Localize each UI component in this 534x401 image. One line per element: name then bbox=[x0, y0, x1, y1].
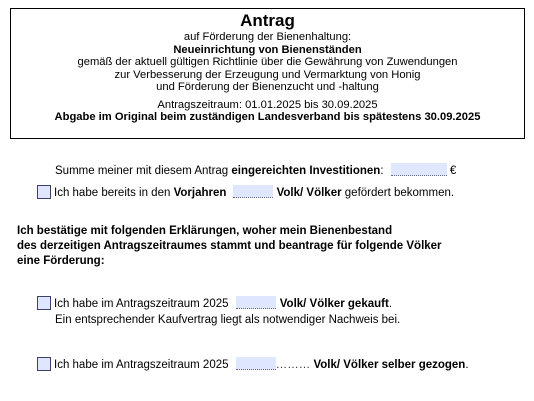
prior-years-row bbox=[37, 185, 454, 200]
prior-years-bold: Vorjahren bbox=[173, 187, 227, 199]
header-program: Neueinrichtung von Bienenständen bbox=[173, 43, 362, 56]
header-guideline-3: und Förderung der Bienenzucht und -haltung bbox=[156, 81, 379, 93]
prior-years-count-field[interactable] bbox=[233, 185, 273, 198]
header-guideline-2: zur Verbesserung der Erzeugung und Vermarktung von Honig bbox=[114, 68, 421, 81]
application-period: Antragszeitraum: 01.01.2025 bis 30.09.2025 bbox=[157, 98, 378, 111]
prior-years-checkbox[interactable] bbox=[37, 185, 51, 199]
prior-years-text: Ich habe bereits in den bbox=[54, 187, 174, 199]
bought-count-field[interactable] bbox=[236, 296, 276, 309]
declaration-paragraph bbox=[17, 224, 517, 269]
bred-checkbox[interactable] bbox=[37, 357, 51, 371]
bought-unit: Volk/ Völker gekauft bbox=[279, 298, 389, 310]
investment-label: Summe meiner mit diesem Antrag bbox=[55, 165, 232, 177]
bought-option-row bbox=[37, 296, 392, 311]
bred-dots: ……… bbox=[275, 359, 311, 371]
euro-currency: € bbox=[449, 165, 457, 177]
header-guideline-1: gemäß der aktuell gültigen Richtlinie über die Gewährung von Zuwendungen bbox=[77, 56, 458, 68]
bred-unit: Volk/ Völker selber gezogen bbox=[313, 359, 466, 371]
bred-count-field[interactable] bbox=[236, 357, 276, 370]
submission-deadline: Abgabe im Original beim zuständigen Landesverband bis spätestens 30.09.2025 bbox=[54, 111, 481, 123]
investment-label-colon: : bbox=[380, 165, 384, 177]
bought-suffix: . bbox=[388, 298, 393, 310]
declaration-line-3: eine Förderung: bbox=[17, 255, 105, 267]
investment-label-bold: eingereichten Investitionen bbox=[231, 165, 381, 177]
bought-checkbox[interactable] bbox=[37, 296, 51, 310]
investment-row bbox=[55, 163, 456, 178]
bought-note: Ein entsprechender Kaufvertrag liegt als notwendiger Nachweis bei. bbox=[55, 314, 401, 326]
investment-amount-field[interactable] bbox=[391, 163, 447, 176]
bought-text: Ich habe im Antragszeitraum 2025 bbox=[54, 298, 229, 310]
prior-years-suffix: gefördert bekommen. bbox=[341, 187, 455, 199]
header-subtitle: auf Förderung der Bienenhaltung: bbox=[183, 31, 352, 43]
prior-years-unit: Volk/ Völker bbox=[276, 187, 342, 199]
bred-option-row bbox=[37, 357, 469, 372]
application-header bbox=[10, 8, 525, 139]
bred-text: Ich habe im Antragszeitraum 2025 bbox=[54, 359, 229, 371]
declaration-line-1: Ich bestätige mit folgenden Erklärungen, woher mein Bienenbestand bbox=[17, 225, 393, 237]
declaration-line-2: des derzeitigen Antragszeitraumes stammt und beantrage für folgende Völker bbox=[17, 240, 442, 252]
bred-suffix: . bbox=[465, 359, 469, 371]
form-title: Antrag bbox=[240, 11, 295, 30]
